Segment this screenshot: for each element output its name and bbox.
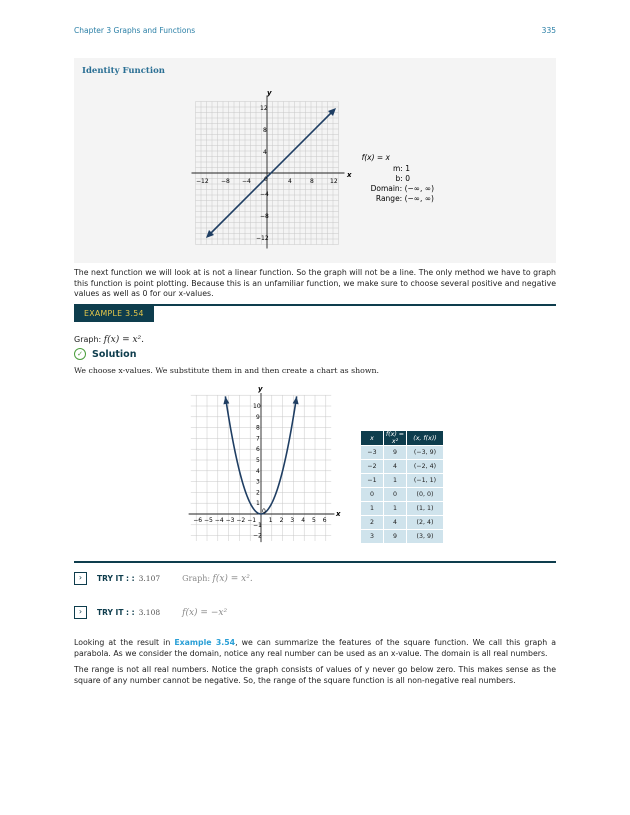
check-circle-icon: ✓ [74,348,86,360]
table-cell: 2 [361,516,384,530]
example-tag: EXAMPLE 3.54 [74,306,154,322]
identity-xtick: −8 [221,178,230,185]
parabola-graph [185,383,345,548]
identity-graph [190,85,360,250]
identity-axis-y-label: y [267,89,272,97]
table-cell: 4 [384,516,407,530]
parabola-ytick: 2 [256,489,260,497]
parabola-xtick: −4 [214,517,224,524]
table-row [361,488,444,502]
parabola-xtick: −3 [225,517,235,524]
solution-heading-text: Solution [92,348,137,360]
parabola-xtick: −6 [193,517,203,524]
identity-fx: f(x) = x [361,153,390,162]
table-cell: (−2, 4) [407,460,444,474]
intro-paragraph: The next function we will look at is not a linear function. So the graph will not be a line. The only method we have to graph this function is point plotting. Because this is an unfamiliar function, we make sure to choose several positive and negative values as well as 0 for our x-values. [74,268,556,299]
example-graph-label: Graph: [74,335,102,344]
identity-intercept: b: 0 [395,174,410,183]
identity-axes [192,96,345,249]
try-it-3-107[interactable] [74,572,253,585]
table-cell: 9 [384,446,407,460]
identity-ytick: −8 [260,213,269,220]
summary-text-before: Looking at the result in [74,638,171,647]
parabola-xtick: 6 [322,517,327,524]
parabola-ytick: 4 [256,467,260,475]
example-graph-math: f(x) = x². [103,335,145,345]
parabola-axis-y-label: y [258,385,263,393]
table-cell: (0, 0) [407,488,444,502]
identity-ytick: 4 [263,149,267,156]
example-link[interactable]: Example 3.54 [174,638,236,647]
table-row [361,502,444,516]
try-it-prompt: Graph: [182,574,211,583]
table-row [361,516,444,530]
table-header-row [361,431,444,446]
parabola-ytick: 3 [256,478,260,486]
table-cell: 0 [361,488,384,502]
identity-xtick: −12 [196,178,209,185]
values-table [360,430,444,544]
try-it-number: 3.107 [138,574,161,583]
parabola-ytick: 1 [256,500,260,508]
identity-xtick: 12 [330,178,338,185]
table-cell: (2, 4) [407,516,444,530]
parabola-xtick: 3 [290,517,295,524]
section-separator [74,561,556,563]
table-header: f(x) = x² [384,431,407,446]
try-it-3-108[interactable] [74,606,227,619]
parabola-ytick: 9 [256,413,260,421]
expand-chevron-icon[interactable]: › [74,572,87,585]
parabola-ytick: 5 [256,457,260,464]
table-cell: −3 [361,446,384,460]
range-paragraph: The range is not all real numbers. Notice the graph consists of values of y never go below zero. This makes sense as the square of any number cannot be negative. So, the range of the square function is all non-negative real numbers. [74,665,556,685]
parabola-xtick: 2 [279,517,284,524]
identity-ytick: 12 [260,105,268,112]
parabola-xtick: 1 [268,517,273,524]
identity-ytick: 8 [263,127,267,134]
parabola-xtick: −2 [236,517,246,524]
solution-heading [74,348,136,360]
parabola-axis-x-label: x [336,510,341,518]
solution-text: We choose x-values. We substitute them in and then create a chart as shown. [74,366,380,375]
table-cell: (−1, 1) [407,474,444,488]
parabola-ytick: −1 [253,521,262,529]
table-cell: −1 [361,474,384,488]
table-cell: (−3, 9) [407,446,444,460]
try-it-math: f(x) = x². [212,573,253,584]
table-row [361,446,444,460]
try-it-number: 3.108 [138,608,161,617]
identity-xtick: 8 [310,178,314,185]
identity-slope: m: 1 [393,164,410,173]
parabola-ytick: 7 [256,435,260,443]
identity-domain: Domain: (−∞, ∞) [370,184,434,193]
parabola-xtick: −1 [247,517,257,524]
table-header: x [361,431,384,446]
summary-paragraph [74,638,556,659]
try-it-math: f(x) = −x² [182,607,228,618]
identity-range: Range: (−∞, ∞) [375,194,434,203]
try-it-label: TRY IT : : [97,574,135,583]
table-cell: −2 [361,460,384,474]
table-cell: 4 [384,460,407,474]
table-cell: 1 [384,474,407,488]
table-row [361,474,444,488]
summary-text-after: , we can summarize the features of the square function. We call this graph a parabola. As we consider the domain, notice any real number can be used as an x-value. The domain is all real numbers. [74,638,557,658]
example-prompt [74,335,144,345]
table-cell: 9 [384,530,407,544]
identity-function-title: Identity Function [82,66,165,76]
table-cell: 1 [361,502,384,516]
table-header: (x, f(x)) [407,431,444,446]
identity-origin: 0 [264,176,268,183]
parabola-origin: 0 [262,508,266,515]
identity-ytick: −4 [260,191,269,198]
parabola-ytick: 8 [256,424,260,432]
parabola-xtick: 4 [301,517,306,524]
try-it-label: TRY IT : : [97,608,135,617]
expand-chevron-icon[interactable]: › [74,606,87,619]
table-row [361,460,444,474]
identity-ytick: −12 [256,235,269,242]
table-cell: (1, 1) [407,502,444,516]
identity-xtick: −4 [242,178,251,185]
parabola-ytick: 6 [256,446,260,454]
identity-xtick: 4 [288,178,292,185]
page-number: 335 [541,26,556,35]
parabola-ytick: −2 [253,532,262,540]
parabola-xtick: 5 [312,517,316,524]
identity-properties [360,150,450,210]
table-cell: 0 [384,488,407,502]
parabola-ytick: 10 [253,403,261,410]
chapter-header: Chapter 3 Graphs and Functions [74,26,196,35]
table-cell: (3, 9) [407,530,444,544]
parabola-xtick: −5 [204,517,213,524]
identity-axis-x-label: x [347,171,352,179]
table-cell: 3 [361,530,384,544]
table-cell: 1 [384,502,407,516]
table-row [361,530,444,544]
